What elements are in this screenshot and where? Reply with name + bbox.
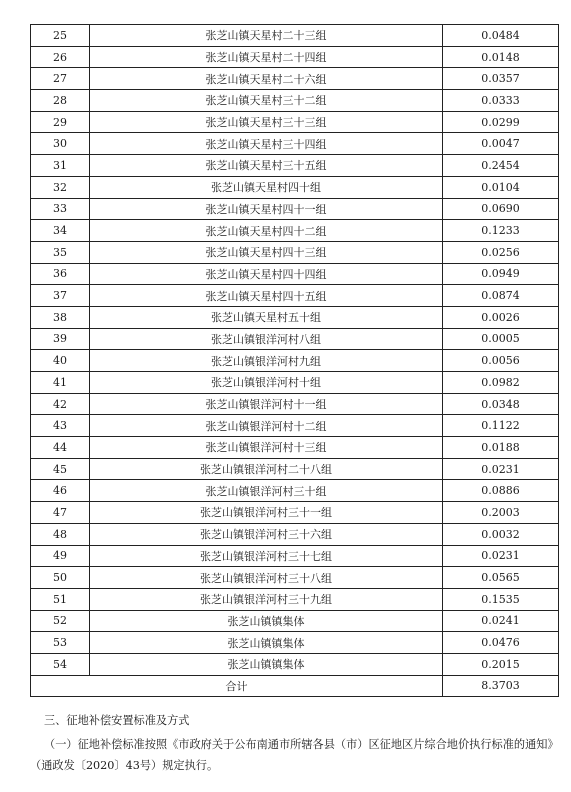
row-number: 47 (31, 502, 90, 524)
table-row (31, 46, 559, 68)
row-number: 45 (31, 458, 90, 480)
row-number: 42 (31, 393, 90, 415)
table-row (31, 306, 559, 328)
table-row (31, 263, 559, 285)
table-row (31, 502, 559, 524)
row-number: 51 (31, 588, 90, 610)
table-row (31, 111, 559, 133)
row-number: 52 (31, 610, 90, 632)
row-location: 张芝山镇天星村五十组 (90, 306, 443, 328)
row-number: 49 (31, 545, 90, 567)
row-location: 张芝山镇银洋河村三十一组 (90, 502, 443, 524)
row-location: 张芝山镇天星村四十三组 (90, 241, 443, 263)
row-area: 0.0104 (443, 176, 559, 198)
row-area: 0.1535 (443, 588, 559, 610)
row-number: 38 (31, 306, 90, 328)
row-location: 张芝山镇银洋河村八组 (90, 328, 443, 350)
row-number: 36 (31, 263, 90, 285)
table-row (31, 68, 559, 90)
row-number: 50 (31, 567, 90, 589)
row-area: 0.1233 (443, 220, 559, 242)
row-location: 张芝山镇天星村二十三组 (90, 25, 443, 47)
row-area: 0.0886 (443, 480, 559, 502)
row-number: 46 (31, 480, 90, 502)
row-area: 0.0949 (443, 263, 559, 285)
table-row (31, 328, 559, 350)
row-number: 53 (31, 632, 90, 654)
row-number: 40 (31, 350, 90, 372)
row-area: 0.0241 (443, 610, 559, 632)
compensation-table (30, 24, 559, 697)
row-area: 0.0056 (443, 350, 559, 372)
table-row (31, 545, 559, 567)
row-area: 0.0231 (443, 458, 559, 480)
row-location: 张芝山镇天星村四十五组 (90, 285, 443, 307)
row-number: 35 (31, 241, 90, 263)
row-area: 0.0231 (443, 545, 559, 567)
row-number: 34 (31, 220, 90, 242)
row-number: 32 (31, 176, 90, 198)
table-row (31, 632, 559, 654)
row-location: 张芝山镇天星村二十六组 (90, 68, 443, 90)
table-row (31, 437, 559, 459)
total-label: 合计 (31, 675, 443, 697)
row-location: 张芝山镇天星村四十二组 (90, 220, 443, 242)
section-title: 三、征地补偿安置标准及方式 (44, 714, 190, 727)
row-location: 张芝山镇银洋河村三十九组 (90, 588, 443, 610)
row-location: 张芝山镇天星村二十四组 (90, 46, 443, 68)
row-location: 张芝山镇银洋河村十一组 (90, 393, 443, 415)
row-number: 30 (31, 133, 90, 155)
row-area: 0.1122 (443, 415, 559, 437)
table-row (31, 610, 559, 632)
row-location: 张芝山镇天星村四十一组 (90, 198, 443, 220)
row-area: 0.0256 (443, 241, 559, 263)
row-location: 张芝山镇天星村三十三组 (90, 111, 443, 133)
row-location: 张芝山镇银洋河村二十八组 (90, 458, 443, 480)
row-location: 张芝山镇银洋河村三十组 (90, 480, 443, 502)
row-location: 张芝山镇镇集体 (90, 610, 443, 632)
row-location: 张芝山镇银洋河村三十六组 (90, 523, 443, 545)
row-location: 张芝山镇银洋河村三十八组 (90, 567, 443, 589)
row-location: 张芝山镇天星村四十组 (90, 176, 443, 198)
row-area: 0.0348 (443, 393, 559, 415)
row-area: 0.0982 (443, 372, 559, 394)
table-row (31, 133, 559, 155)
row-location: 张芝山镇银洋河村十组 (90, 372, 443, 394)
row-area: 0.2015 (443, 653, 559, 675)
row-location: 张芝山镇镇集体 (90, 653, 443, 675)
row-area: 0.0005 (443, 328, 559, 350)
table-row (31, 567, 559, 589)
row-area: 0.0299 (443, 111, 559, 133)
table-row (31, 588, 559, 610)
row-location: 张芝山镇银洋河村三十七组 (90, 545, 443, 567)
row-number: 44 (31, 437, 90, 459)
row-location: 张芝山镇天星村四十四组 (90, 263, 443, 285)
row-area: 0.0690 (443, 198, 559, 220)
row-number: 25 (31, 25, 90, 47)
total-area: 8.3703 (443, 675, 559, 697)
table-row (31, 176, 559, 198)
standard-paragraph: （一）征地补偿标准按照《市政府关于公布南通市所辖各县（市）区征地区片综合地价执行标准的通知》（通政发〔2020〕43号）规定执行。 (30, 738, 554, 772)
row-location: 张芝山镇天星村三十四组 (90, 133, 443, 155)
table-row (31, 393, 559, 415)
row-number: 27 (31, 68, 90, 90)
table-row (31, 350, 559, 372)
row-location: 张芝山镇镇集体 (90, 632, 443, 654)
row-area: 0.0357 (443, 68, 559, 90)
row-area: 0.0476 (443, 632, 559, 654)
row-area: 0.0565 (443, 567, 559, 589)
row-number: 48 (31, 523, 90, 545)
table-row (31, 653, 559, 675)
table-row (31, 458, 559, 480)
table-row (31, 198, 559, 220)
row-number: 31 (31, 155, 90, 177)
row-area: 0.0333 (443, 90, 559, 112)
table-row (31, 285, 559, 307)
table-row (31, 480, 559, 502)
row-area: 0.0148 (443, 46, 559, 68)
row-location: 张芝山镇银洋河村十二组 (90, 415, 443, 437)
row-number: 29 (31, 111, 90, 133)
row-area: 0.0047 (443, 133, 559, 155)
row-location: 张芝山镇天星村三十二组 (90, 90, 443, 112)
row-number: 39 (31, 328, 90, 350)
row-location: 张芝山镇银洋河村九组 (90, 350, 443, 372)
table-row (31, 220, 559, 242)
row-number: 28 (31, 90, 90, 112)
row-location: 张芝山镇银洋河村十三组 (90, 437, 443, 459)
table-row (31, 372, 559, 394)
table-row (31, 241, 559, 263)
table-row (31, 90, 559, 112)
row-area: 0.0484 (443, 25, 559, 47)
row-area: 0.0026 (443, 306, 559, 328)
table-row (31, 155, 559, 177)
total-row (31, 675, 559, 697)
row-number: 54 (31, 653, 90, 675)
row-location: 张芝山镇天星村三十五组 (90, 155, 443, 177)
row-number: 41 (31, 372, 90, 394)
row-area: 0.0188 (443, 437, 559, 459)
row-number: 37 (31, 285, 90, 307)
row-number: 43 (31, 415, 90, 437)
row-number: 33 (31, 198, 90, 220)
table-row (31, 523, 559, 545)
row-area: 0.2454 (443, 155, 559, 177)
row-area: 0.2003 (443, 502, 559, 524)
table-row (31, 25, 559, 47)
row-area: 0.0032 (443, 523, 559, 545)
table-row (31, 415, 559, 437)
row-area: 0.0874 (443, 285, 559, 307)
row-number: 26 (31, 46, 90, 68)
